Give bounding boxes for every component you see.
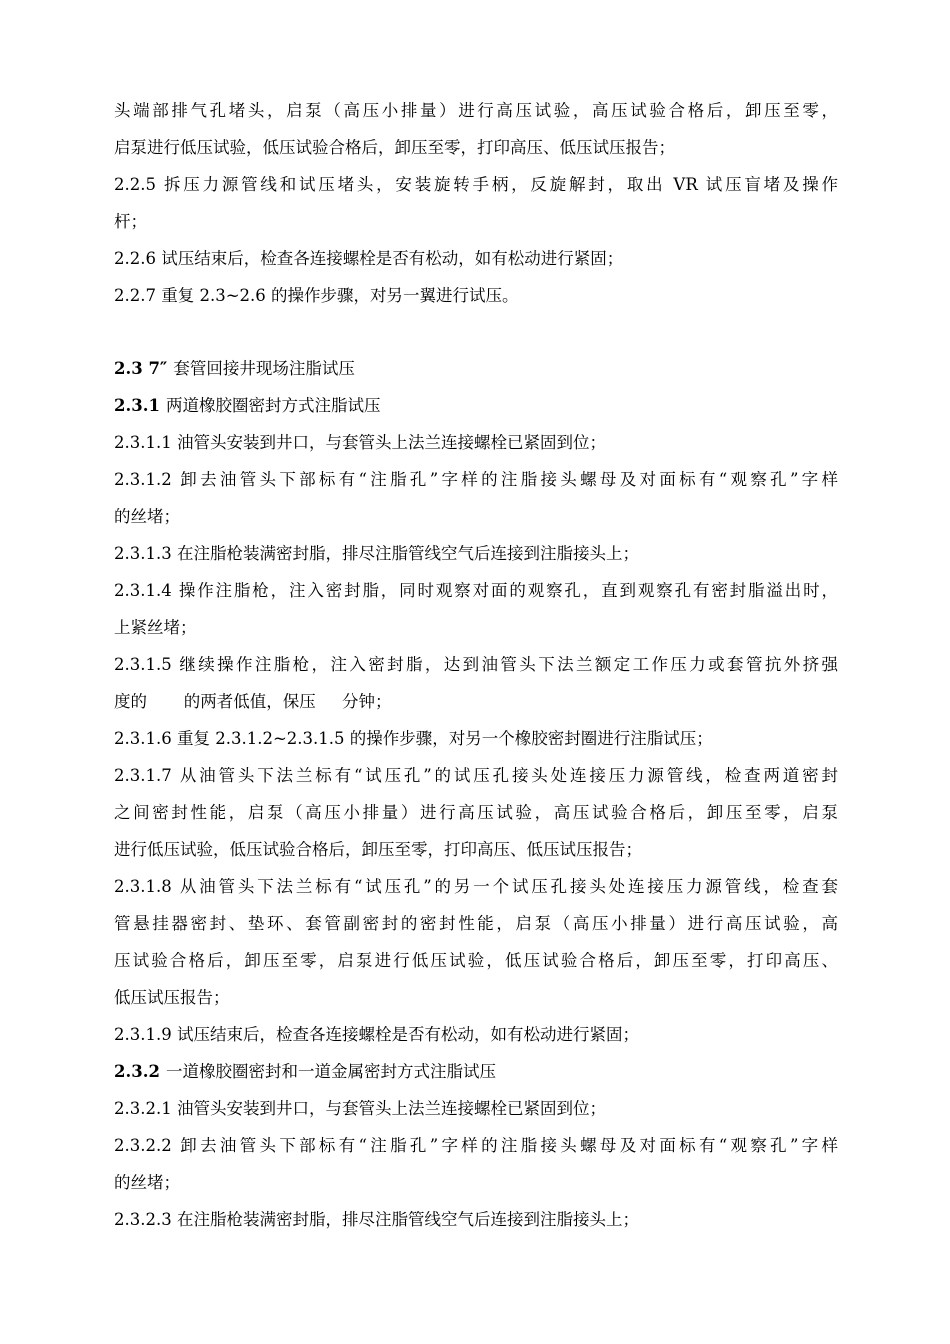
paragraph-line: 2.3.2.1 油管头安装到井口，与套管头上法兰连接螺栓已紧固到位；: [114, 1099, 606, 1118]
paragraph-line: 2.3.1.7 从油管头下法兰标有“试压孔”的试压孔接头处连接压力源管线，检查两道密封: [114, 766, 838, 785]
paragraph-line: 之间密封性能，启泵（高压小排量）进行高压试验，高压试验合格后，卸压至零，启泵: [114, 803, 838, 822]
section-number: 2.3 7″: [114, 359, 168, 378]
paragraph-line: 2.3.1.5 继续操作注脂枪，注入密封脂，达到油管头下法兰额定工作压力或套管抗外挤强: [114, 655, 838, 674]
paragraph-line: 2.3.1.4 操作注脂枪，注入密封脂，同时观察对面的观察孔，直到观察孔有密封脂溢出时，: [114, 581, 838, 600]
subsection-number: 2.3.2: [114, 1062, 160, 1081]
paragraph-line: 2.3.1.9 试压结束后，检查各连接螺栓是否有松动，如有松动进行紧固；: [114, 1025, 639, 1044]
paragraph-line: 2.3.1.6 重复 2.3.1.2~2.3.1.5 的操作步骤，对另一个橡胶密封圈进行注脂试压；: [114, 729, 713, 748]
paragraph-line: 管悬挂器密封、垫环、套管副密封的密封性能，启泵（高压小排量）进行高压试验，高: [114, 914, 838, 933]
section-title: 套管回接井现场注脂试压: [173, 359, 355, 378]
paragraph-line: 2.3.2.3 在注脂枪装满密封脂，排尽注脂管线空气后连接到注脂接头上；: [114, 1210, 639, 1229]
subsection-heading: [114, 387, 838, 424]
paragraph-line: 的丝堵；: [114, 1173, 180, 1192]
document-page: [114, 92, 838, 1238]
paragraph-line: 2.3.1.3 在注脂枪装满密封脂，排尽注脂管线空气后连接到注脂接头上；: [114, 544, 639, 563]
paragraph-line: 低压试压报告；: [114, 988, 230, 1007]
paragraph-line: 进行低压试验，低压试验合格后，卸压至零，打印高压、低压试压报告；: [114, 840, 642, 859]
paragraph-line: 压试验合格后，卸压至零，启泵进行低压试验，低压试验合格后，卸压至零，打印高压、: [114, 951, 838, 970]
subsection-title: 两道橡胶圈密封方式注脂试压: [165, 396, 381, 415]
paragraph-line: 2.2.7 重复 2.3~2.6 的操作步骤，对另一翼进行试压。: [114, 286, 519, 305]
paragraph-line: 杆；: [114, 212, 147, 231]
section-gap: [114, 314, 838, 350]
paragraph-line: 启泵进行低压试验，低压试验合格后，卸压至零，打印高压、低压试压报告；: [114, 138, 675, 157]
paragraph-line: 2.3.1.1 油管头安装到井口，与套管头上法兰连接螺栓已紧固到位；: [114, 433, 606, 452]
paragraph-line: 度的 的两者低值，保压 分钟；: [114, 692, 392, 711]
paragraph-line: 2.3.1.8 从油管头下法兰标有“试压孔”的另一个试压孔接头处连接压力源管线，检查套: [114, 877, 838, 896]
paragraph-line: 2.3.1.2 卸去油管头下部标有“注脂孔”字样的注脂接头螺母及对面标有“观察孔”字样: [114, 470, 838, 489]
paragraph-line: 的丝堵；: [114, 507, 180, 526]
subsection-heading: [114, 1053, 838, 1090]
section-heading: [114, 350, 838, 387]
subsection-title: 一道橡胶圈密封和一道金属密封方式注脂试压: [165, 1062, 496, 1081]
paragraph-line: 2.2.6 试压结束后，检查各连接螺栓是否有松动，如有松动进行紧固；: [114, 249, 624, 268]
paragraph-line: 2.2.5 拆压力源管线和试压堵头，安装旋转手柄，反旋解封，取出 VR 试压盲堵及操作: [114, 175, 838, 194]
paragraph-line: 2.3.2.2 卸去油管头下部标有“注脂孔”字样的注脂接头螺母及对面标有“观察孔”字样: [114, 1136, 838, 1155]
paragraph-line: 头端部排气孔堵头，启泵（高压小排量）进行高压试验，高压试验合格后，卸压至零，: [114, 101, 838, 120]
paragraph-line: 上紧丝堵；: [114, 618, 197, 637]
subsection-number: 2.3.1: [114, 396, 160, 415]
